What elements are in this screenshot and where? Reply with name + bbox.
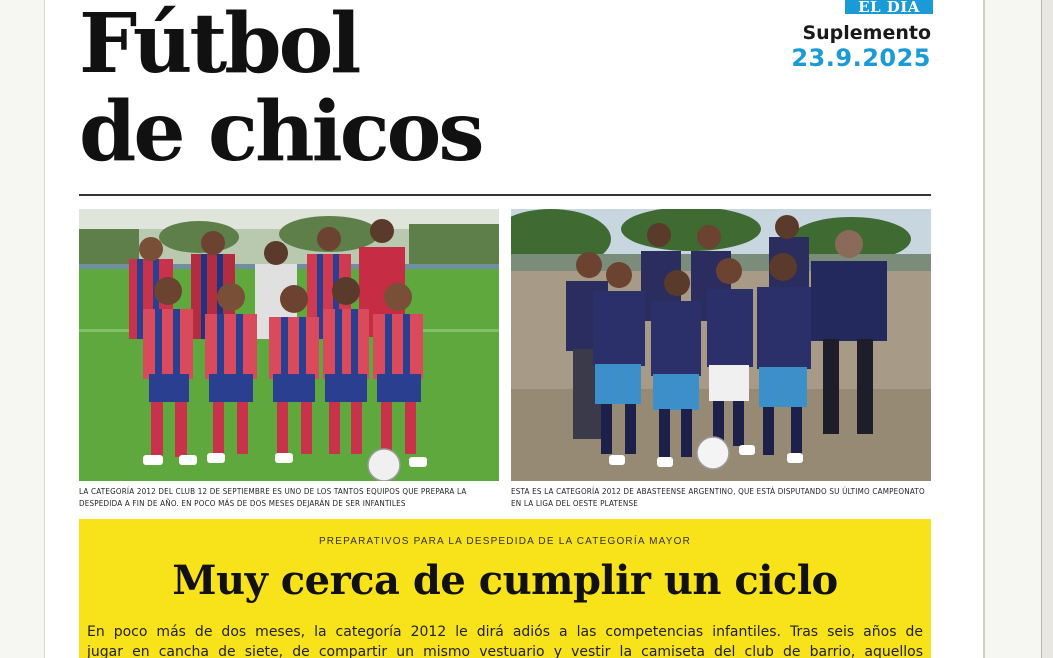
feature-box: [79, 519, 931, 658]
section-title-line-1: Fútbol: [79, 0, 359, 92]
feature-body-line-1: En poco más de dos meses, la categoría 2012 le dirá adiós a las competencias infantiles. Tras seis años de: [87, 624, 923, 640]
feature-headline: Muy cerca de cumplir un ciclo: [172, 557, 838, 604]
section-title: [79, 0, 482, 180]
newspaper-logo: EL DIA: [845, 0, 933, 14]
window-scrollbar[interactable]: [1041, 0, 1053, 658]
feature-kicker: PREPARATIVOS PARA LA DESPEDIDA DE LA CATEGORÍA MAYOR: [318, 536, 692, 547]
supplement-date: 23.9.2025: [791, 44, 931, 72]
photo-team-12-de-septiembre: [79, 209, 499, 481]
feature-body: [87, 622, 923, 658]
supplement-label: Suplemento: [802, 22, 931, 44]
title-divider: [79, 194, 931, 196]
section-title-line-2: de chicos: [79, 84, 482, 180]
newspaper-page: [44, 0, 985, 658]
photo-caption-right: ESTA ES LA CATEGORÍA 2012 DE ABASTEENSE ARGENTINO, QUE ESTÁ DISPUTANDO SU ÚLTIMO CAMPEONATO EN LA LIGA DEL OESTE PLATENSE: [511, 487, 925, 508]
photo-caption-left: LA CATEGORÍA 2012 DEL CLUB 12 DE SEPTIEMBRE ES UNO DE LOS TANTOS EQUIPOS QUE PREPARA LA DESPEDIDA A FIN DE AÑO. EN POCO MÁS DE DOS MESES DEJARÁN DE SER INFANTILES: [79, 487, 467, 508]
photo-team-abasteense-argentino: [511, 209, 931, 481]
feature-body-line-2: jugar en cancha de siete, de compartir un mismo vestuario y vestir la camiseta del club de barrio, aquellos: [87, 644, 923, 658]
